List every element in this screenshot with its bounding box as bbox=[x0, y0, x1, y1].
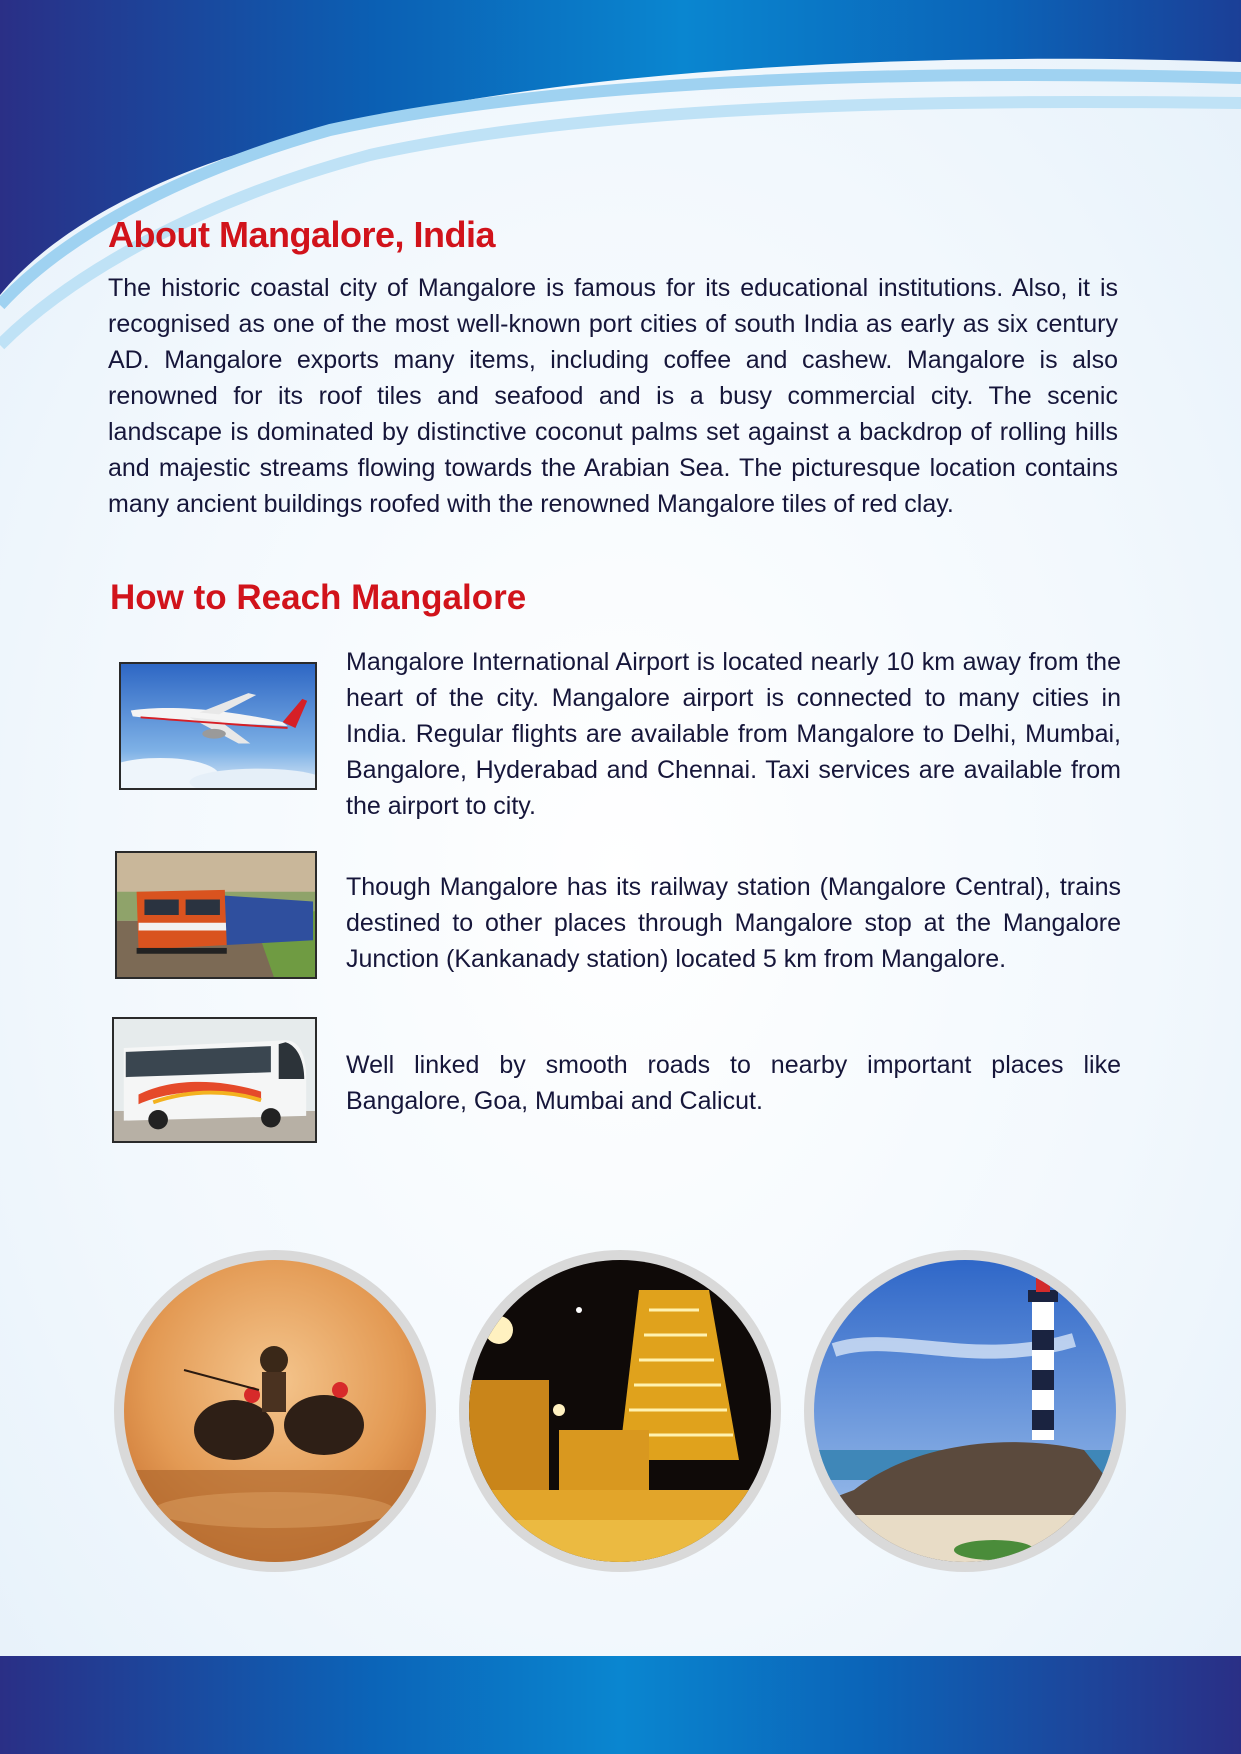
temple-night-photo bbox=[459, 1250, 781, 1572]
lighthouse-photo bbox=[804, 1250, 1126, 1572]
about-title: About Mangalore, India bbox=[108, 214, 496, 255]
airplane-text: Mangalore International Airport is located nearly 10 km away from the heart of the city. Mangalore airport is connected to many cities in India. Regular flights are available from Mangalore to Delhi, Mumbai, Bangalore, Hyderabad and Chennai. Taxi services are available from the airport to city. bbox=[346, 648, 1121, 820]
buffalo-race-photo bbox=[114, 1250, 436, 1572]
train-photo bbox=[115, 851, 317, 979]
train-text: Though Mangalore has its railway station (Mangalore Central), trains destined to other places through Mangalore stop at the Mangalore Junction (Kankanady station) located 5 km from Mangalore. bbox=[346, 873, 1121, 973]
airplane-photo bbox=[119, 662, 317, 790]
reach-title: How to Reach Mangalore bbox=[110, 578, 527, 617]
about-paragraph: The historic coastal city of Mangalore is famous for its educational institutions. Also, it is recognised as one of the most well-known port cities of south India as early as six century AD. Mangalore exports many items, including coffee and cashew. Mangalore is also renowned for its roof tiles and seafood and is a busy commercial city. The scenic landscape is dominated by distinctive coconut palms set against a backdrop of rolling hills and majestic streams flowing towards the Arabian Sea. The picturesque location contains many ancient buildings roofed with the renowned Mangalore tiles of red clay. bbox=[108, 274, 1118, 518]
footer-band bbox=[0, 1656, 1241, 1754]
bus-photo bbox=[112, 1017, 317, 1143]
bus-text: Well linked by smooth roads to nearby important places like Bangalore, Goa, Mumbai and Calicut. bbox=[346, 1051, 1121, 1115]
